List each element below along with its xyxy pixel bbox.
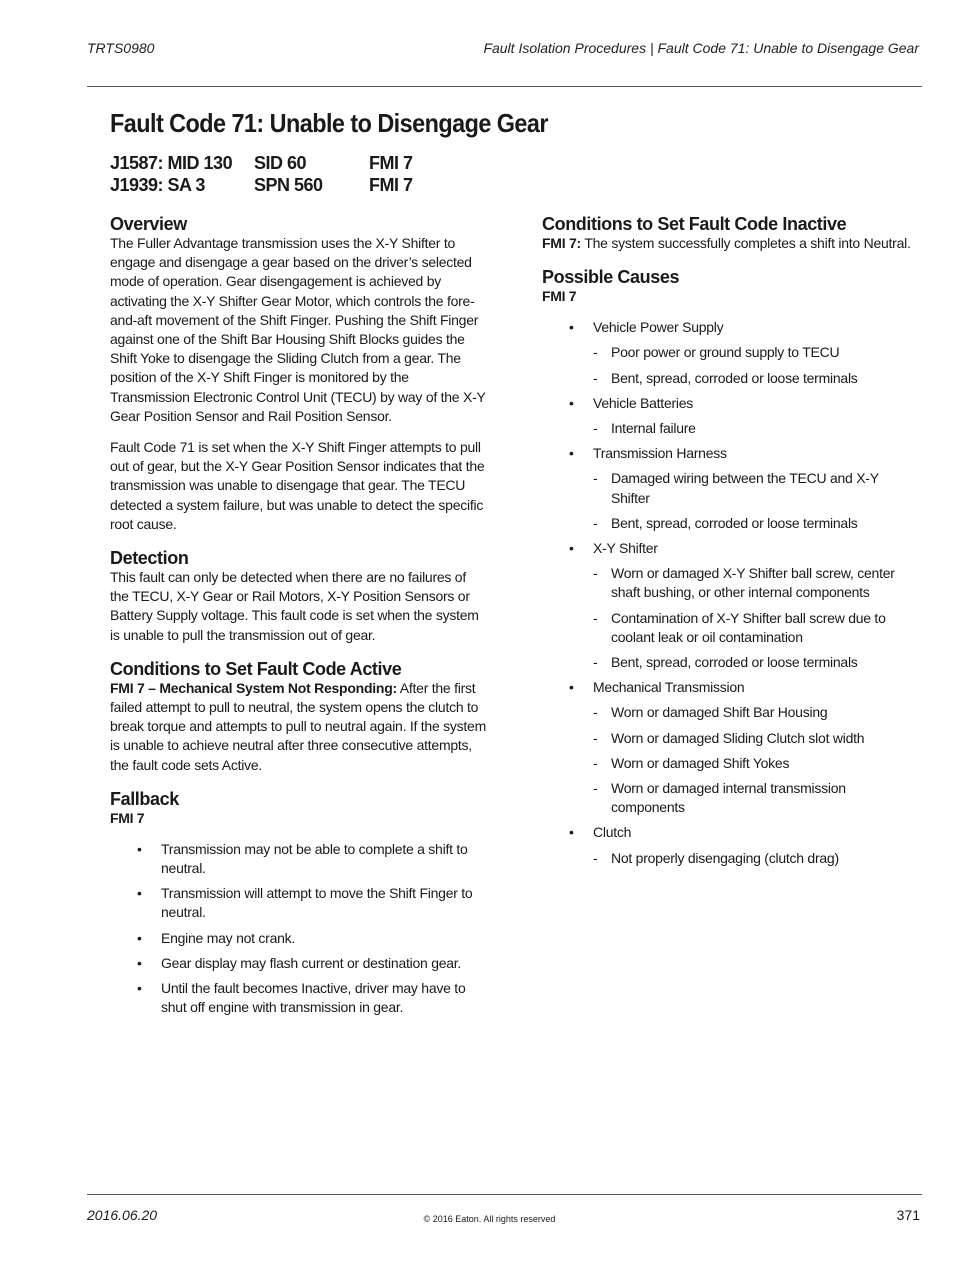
cause-subitem: - Worn or damaged Shift Bar Housing <box>542 703 918 722</box>
list-item: • Transmission will attempt to move the Shift Finger to neutral. <box>110 884 486 922</box>
possible-causes-list <box>542 318 918 868</box>
footer-rule <box>87 1194 922 1195</box>
list-item: • Transmission may not be able to complete a shift to neutral. <box>110 840 486 878</box>
code-row-j1939 <box>110 175 510 197</box>
cause-subitem: - Damaged wiring between the TECU and X-Y Shifter <box>542 469 918 507</box>
left-column <box>110 214 486 1024</box>
code-protocol: J1939: SA 3 <box>110 175 205 195</box>
possible-causes-heading: Possible Causes <box>542 267 680 288</box>
cause-item: • Vehicle Batteries <box>542 394 918 413</box>
code-row-j1587 <box>110 153 510 175</box>
cause-item: • Vehicle Power Supply <box>542 318 918 337</box>
cause-item: • Mechanical Transmission <box>542 678 918 697</box>
code-fmi: FMI 7 <box>369 175 413 195</box>
overview-heading: Overview <box>110 214 187 234</box>
overview-paragraph-1: The Fuller Advantage transmission uses the X-Y Shifter to engage and disengage a gear based on the driver’s selected mode of operation. Gear disengagement is achieved by activating the X-Y Shifter Gear Motor, which controls the fore-and-aft movement of the Shift Finger. Pushing the Shift Finger against one of the Shift Bar Housing Shift Blocks guides the Shift Yoke to disengage the Sliding Clutch from a gear. The position of the X-Y Shift Finger is monitored by the Transmission Electronic Control Unit (TECU) by way of the X-Y Gear Position Sensor and Rail Position Sensor. <box>110 235 486 424</box>
detection-heading: Detection <box>110 548 189 569</box>
cause-item: • X-Y Shifter <box>542 539 918 558</box>
document-id: TRTS0980 <box>87 40 155 56</box>
inactive-conditions-label: FMI 7: <box>542 235 581 251</box>
fallback-list <box>110 840 486 1018</box>
list-item: • Engine may not crank. <box>110 929 486 948</box>
cause-subitem: - Bent, spread, corroded or loose terminals <box>542 514 918 533</box>
inactive-conditions-text: The system successfully completes a shift into Neutral. <box>580 235 911 251</box>
overview-paragraph-2: Fault Code 71 is set when the X-Y Shift Finger attempts to pull out of gear, but the X-Y Gear Position Sensor indicates that the transmission was unable to disengage that gear. The TECU detected a system failure, but was unable to detect the specific root cause. <box>110 439 485 532</box>
page-number: 371 <box>896 1207 920 1223</box>
cause-item: • Clutch <box>542 823 918 842</box>
code-protocol: J1587: MID 130 <box>110 153 233 173</box>
list-item: • Gear display may flash current or destination gear. <box>110 954 486 973</box>
inactive-conditions-heading: Conditions to Set Fault Code Inactive <box>542 214 847 234</box>
fallback-fmi-label: FMI 7 <box>110 809 145 826</box>
cause-subitem: - Poor power or ground supply to TECU <box>542 343 918 362</box>
fallback-heading: Fallback <box>110 788 179 809</box>
right-column <box>542 214 918 874</box>
header-rule <box>87 86 922 87</box>
cause-subitem: - Worn or damaged Shift Yokes <box>542 754 918 773</box>
cause-subitem: - Bent, spread, corroded or loose terminals <box>542 653 918 672</box>
active-conditions-paragraph <box>110 679 486 775</box>
inactive-conditions-paragraph <box>542 234 918 253</box>
code-fmi: FMI 7 <box>369 153 413 173</box>
cause-subitem: - Contamination of X-Y Shifter ball screw due to coolant leak or oil contamination <box>542 609 918 647</box>
cause-subitem: - Worn or damaged X-Y Shifter ball screw, center shaft bushing, or other internal components <box>542 564 918 602</box>
code-id: SPN 560 <box>254 175 323 195</box>
page-title: Fault Code 71: Unable to Disengage Gear <box>110 108 548 138</box>
active-conditions-heading: Conditions to Set Fault Code Active <box>110 658 402 679</box>
possible-causes-fmi-label: FMI 7 <box>542 288 577 305</box>
cause-subitem: - Not properly disengaging (clutch drag) <box>542 849 918 868</box>
active-conditions-text: After the first failed attempt to pull to neutral, the system opens the clutch to break torque and attempts to pull to neutral again. If the system is unable to achieve neutral after three consecutive attempts, the fault code sets Active. <box>110 679 486 773</box>
cause-subitem: - Internal failure <box>542 419 918 438</box>
cause-subitem: - Bent, spread, corroded or loose terminals <box>542 369 918 388</box>
list-item: • Until the fault becomes Inactive, driver may have to shut off engine with transmission in gear. <box>110 979 486 1017</box>
cause-subitem: - Worn or damaged Sliding Clutch slot width <box>542 729 918 748</box>
cause-subitem: - Worn or damaged internal transmission components <box>542 779 918 817</box>
footer-date: 2016.06.20 <box>87 1207 158 1223</box>
code-id: SID 60 <box>254 153 307 173</box>
cause-item: • Transmission Harness <box>542 444 918 463</box>
detection-paragraph: This fault can only be detected when there are no failures of the TECU, X-Y Gear or Rail Motors, X-Y Position Sensors or Battery Supply voltage. This fault code is set when the system is unable to pull the transmission out of gear. <box>110 569 479 643</box>
fault-code-table <box>110 153 510 197</box>
running-header: Fault Isolation Procedures | Fault Code 71: Unable to Disengage Gear <box>483 40 919 56</box>
active-conditions-label: FMI 7 – Mechanical System Not Responding: <box>110 679 397 696</box>
footer-copyright: © 2016 Eaton. All rights reserved <box>423 1214 556 1224</box>
